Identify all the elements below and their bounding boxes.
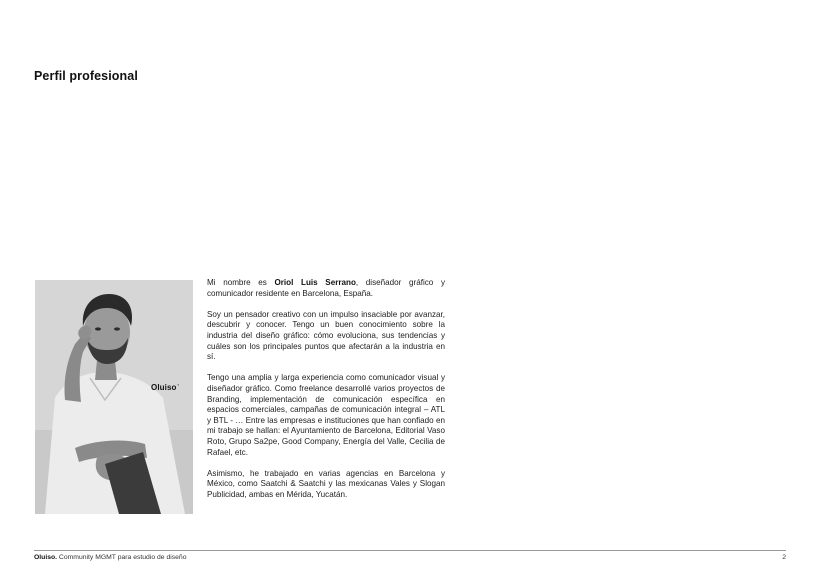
footer-tagline: Community MGMT para estudio de diseño	[57, 554, 187, 561]
bio-paragraph-agencies: Asimismo, he trabajado en varias agencias en Barcelona y México, como Saatchi & Saatchi y las mexicanas Vales y Slogan Publicidad, ambas en Mérida, Yucatán.	[207, 468, 445, 499]
oluiso-logo	[151, 383, 179, 392]
bio-text	[207, 278, 445, 511]
bio-paragraph-intro	[207, 278, 445, 299]
footer-divider	[34, 550, 786, 551]
logo-mark: °	[177, 383, 180, 388]
logo-text: Oluiso	[151, 383, 177, 392]
bio-intro-end: , diseñador gráfico y comunicador residente en Barcelona, España.	[207, 278, 445, 298]
footer-credit	[34, 554, 187, 561]
bio-paragraph-experience: Tengo una amplia y larga experiencia como comunicador visual y diseñador gráfico. Como freelance desarrollé varios proyectos de Branding, implementación de comunicación específica en espacios comerciales, campañas de comunicación integral – ATL y BTL - … Entre las empresas e instituciones que han confiado en mi trabajo se hallan: el Ayuntamiento de Barcelona, Editorial Vaso Roto, Grupo Sa2pe, Good Company, Energía del Valle, Cecilia de Rafael, etc.	[207, 373, 445, 457]
bio-paragraph-thinker: Soy un pensador creativo con un impulso insaciable por avanzar, descubrir y conocer. Tengo un buen conocimiento sobre la industria del diseño gráfico: cómo evoluciona, sus tendencias y cuáles son los principales puntos que afectarán a la industria en sí.	[207, 309, 445, 362]
bio-intro-start: Mi nombre es	[207, 278, 275, 287]
page-number: 2	[782, 554, 786, 561]
portrait-photo	[35, 280, 193, 514]
footer-brand: Oluiso.	[34, 554, 58, 561]
bio-name: Oriol Luis Serrano	[274, 278, 356, 287]
portrait-illustration	[35, 280, 193, 514]
page-title: Perfil profesional	[34, 69, 138, 83]
